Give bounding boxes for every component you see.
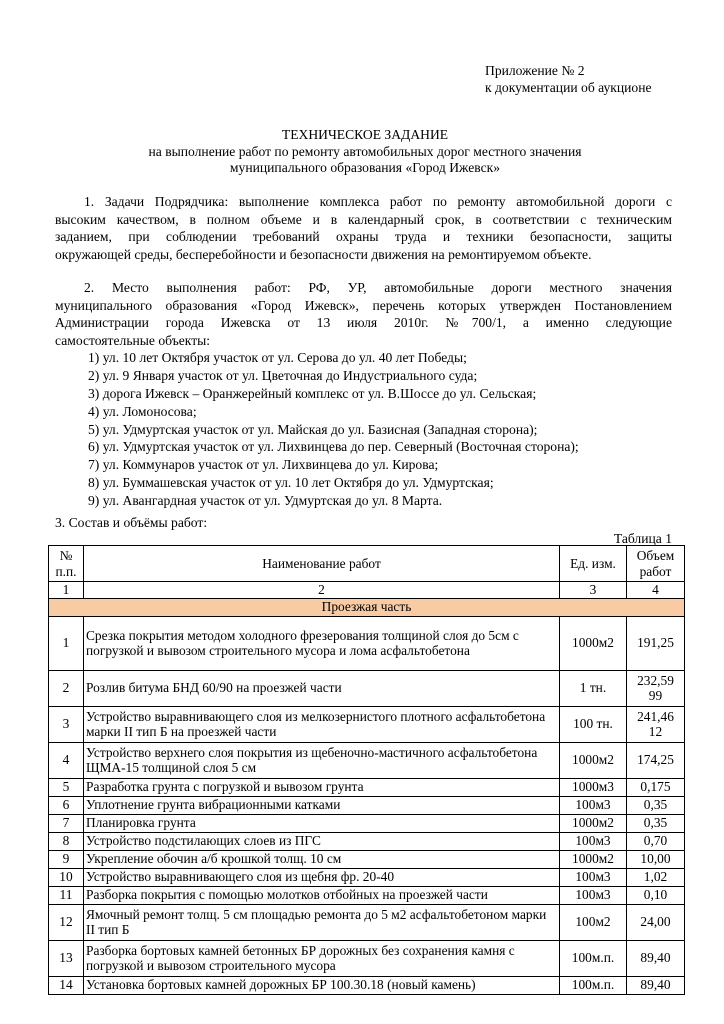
object-item: 8) ул. Буммашевская участок от ул. 10 лет Октября до ул. Удмуртская; bbox=[88, 475, 494, 491]
row-number: 13 bbox=[49, 940, 84, 976]
section-2-location bbox=[55, 279, 672, 349]
header-name: Наименование работ bbox=[84, 546, 560, 582]
row-number: 3 bbox=[49, 706, 84, 742]
table-row bbox=[49, 940, 685, 976]
row-volume: 0,35 bbox=[627, 814, 685, 832]
row-volume: 0,35 bbox=[627, 796, 685, 814]
table-row bbox=[49, 796, 685, 814]
row-volume: 0,10 bbox=[627, 886, 685, 904]
table-row bbox=[49, 814, 685, 832]
appendix-doc: к документации об аукционе bbox=[485, 80, 652, 95]
row-unit: 1000м3 bbox=[560, 778, 627, 796]
row-unit: 100м.п. bbox=[560, 940, 627, 976]
row-unit: 1000м2 bbox=[560, 616, 627, 670]
header-unit: Ед. изм. bbox=[560, 546, 627, 582]
row-name: Планировка грунта bbox=[84, 814, 560, 832]
table-row bbox=[49, 832, 685, 850]
appendix-reference bbox=[485, 62, 652, 96]
table-row bbox=[49, 616, 685, 670]
row-unit: 100 тн. bbox=[560, 706, 627, 742]
section-2-line: Администрации города Ижевска от 13 июля 2010г. №700/1, а именно следующие bbox=[55, 315, 672, 331]
object-item: 7) ул. Коммунаров участок от ул. Лихвинцева до ул. Кирова; bbox=[88, 457, 439, 473]
table-row bbox=[49, 904, 685, 940]
row-name: Устройство верхнего слоя покрытия из щебеночно-мастичного асфальтобетона ЩМА-15 толщиной слоя 5 см bbox=[84, 742, 560, 778]
row-unit: 100м.п. bbox=[560, 976, 627, 994]
row-volume: 232,59 99 bbox=[627, 670, 685, 706]
row-name: Установка бортовых камней дорожных БР 100.30.18 (новый камень) bbox=[84, 976, 560, 994]
row-number: 10 bbox=[49, 868, 84, 886]
section-2-line: муниципального образования «Город Ижевск», перечень которых утвержден Постановлением bbox=[55, 297, 672, 313]
row-unit: 100м3 bbox=[560, 796, 627, 814]
document-title bbox=[40, 127, 690, 177]
row-number: 9 bbox=[49, 850, 84, 868]
object-item: 3) дорога Ижевск – Оранжерейный комплекс от ул. В.Шоссе до ул. Сельская; bbox=[88, 385, 537, 401]
object-item: 6) ул. Удмуртская участок от ул. Лихвинцева до пер. Северный (Восточная сторона); bbox=[88, 439, 579, 455]
row-volume: 174,25 bbox=[627, 742, 685, 778]
row-number: 1 bbox=[49, 616, 84, 670]
row-number: 4 bbox=[49, 742, 84, 778]
row-volume: 1,02 bbox=[627, 868, 685, 886]
section-1-tasks bbox=[55, 193, 672, 263]
row-number: 12 bbox=[49, 904, 84, 940]
row-volume: 241,46 12 bbox=[627, 706, 685, 742]
table-section-row bbox=[49, 598, 685, 616]
section-1-line: окружающей среды, бесперебойности и безопасности движения на ремонтируемом объекте. bbox=[55, 246, 592, 262]
row-unit: 100м3 bbox=[560, 868, 627, 886]
object-item: 4) ул. Ломоносова; bbox=[88, 403, 197, 419]
title-heading: ТЕХНИЧЕСКОЕ ЗАДАНИЕ bbox=[281, 127, 449, 142]
table-row bbox=[49, 706, 685, 742]
object-item: 1) ул. 10 лет Октября участок от ул. Серова до ул. 40 лет Победы; bbox=[88, 350, 467, 365]
table-header-row bbox=[49, 546, 685, 582]
object-item: 9) ул. Авангардная участок от ул. Удмуртская до ул. 8 Марта. bbox=[88, 493, 443, 509]
row-name: Разработка грунта с погрузкой и вывозом грунта bbox=[84, 778, 560, 796]
title-municipality: муниципального образования «Город Ижевск» bbox=[229, 160, 501, 175]
row-volume: 0,175 bbox=[627, 778, 685, 796]
column-number: 3 bbox=[560, 582, 627, 599]
works-table bbox=[48, 545, 685, 995]
row-name: Розлив битума БНД 60/90 на проезжей части bbox=[84, 670, 560, 706]
section-2-line: самостоятельные объекты: bbox=[55, 332, 211, 348]
row-number: 11 bbox=[49, 886, 84, 904]
table-row bbox=[49, 778, 685, 796]
objects-list bbox=[88, 349, 579, 510]
row-name: Разборка покрытия с помощью молотков отбойных на проезжей части bbox=[84, 886, 560, 904]
section-1-line: заданием, при соблюдении требований охраны труда и техники безопасности, защиты bbox=[55, 229, 672, 245]
row-unit: 100м2 bbox=[560, 904, 627, 940]
table-row bbox=[49, 742, 685, 778]
row-volume: 24,00 bbox=[627, 904, 685, 940]
row-name: Уплотнение грунта вибрационными катками bbox=[84, 796, 560, 814]
row-number: 6 bbox=[49, 796, 84, 814]
row-number: 5 bbox=[49, 778, 84, 796]
section-1-line: высоким качеством, в полном объеме и в календарный срок, в соответствии с техническим bbox=[55, 211, 672, 227]
column-number: 2 bbox=[84, 582, 560, 599]
table-row bbox=[49, 850, 685, 868]
row-unit: 100м3 bbox=[560, 886, 627, 904]
section-2-line: 2. Место выполнения работ: РФ, УР, автомобильные дороги местного значения bbox=[84, 280, 672, 295]
object-item: 5) ул. Удмуртская участок от ул. Майская до ул. Базисная (Западная сторона); bbox=[88, 421, 538, 437]
appendix-number: Приложение № 2 bbox=[485, 63, 585, 78]
row-name: Устройство подстилающих слоев из ПГС bbox=[84, 832, 560, 850]
row-unit: 1000м2 bbox=[560, 850, 627, 868]
row-unit: 100м3 bbox=[560, 832, 627, 850]
row-number: 7 bbox=[49, 814, 84, 832]
row-name: Срезка покрытия методом холодного фрезерования толщиной слоя до 5см с погрузкой и вывозом строительного мусора и лома асфальтобетона bbox=[84, 616, 560, 670]
row-volume: 89,40 bbox=[627, 976, 685, 994]
table-caption: Таблица 1 bbox=[613, 531, 672, 546]
column-number: 1 bbox=[49, 582, 84, 599]
row-number: 14 bbox=[49, 976, 84, 994]
table-row bbox=[49, 976, 685, 994]
section-1-line: 1. Задачи Подрядчика: выполнение комплекса работ по ремонту автомобильной дороги с bbox=[84, 194, 672, 209]
row-volume: 10,00 bbox=[627, 850, 685, 868]
row-name: Устройство выравнивающего слоя из щебня фр. 20-40 bbox=[84, 868, 560, 886]
table-row bbox=[49, 868, 685, 886]
header-num: № п.п. bbox=[49, 546, 84, 582]
section-3-heading: 3. Состав и объёмы работ: bbox=[55, 515, 208, 530]
header-volume: Объем работ bbox=[627, 546, 685, 582]
row-volume: 191,25 bbox=[627, 616, 685, 670]
row-volume: 0,70 bbox=[627, 832, 685, 850]
column-number: 4 bbox=[627, 582, 685, 599]
row-name: Укрепление обочин а/б крошкой толщ. 10 см bbox=[84, 850, 560, 868]
row-name: Устройство выравнивающего слоя из мелкозернистого плотного асфальтобетона марки II тип Б на проезжей части bbox=[84, 706, 560, 742]
object-item: 2) ул. 9 Января участок от ул. Цветочная до Индустриального суда; bbox=[88, 367, 478, 383]
row-unit: 1 тн. bbox=[560, 670, 627, 706]
column-numbers-row bbox=[49, 582, 685, 599]
title-subject: на выполнение работ по ремонту автомобильных дорог местного значения bbox=[148, 143, 582, 159]
row-volume: 89,40 bbox=[627, 940, 685, 976]
section-title: Проезжая часть bbox=[49, 598, 685, 616]
table-row bbox=[49, 886, 685, 904]
row-unit: 1000м2 bbox=[560, 814, 627, 832]
row-number: 8 bbox=[49, 832, 84, 850]
row-number: 2 bbox=[49, 670, 84, 706]
table-row bbox=[49, 670, 685, 706]
row-name: Разборка бортовых камней бетонных БР дорожных без сохранения камня с погрузкой и вывозом строительного мусора bbox=[84, 940, 560, 976]
row-name: Ямочный ремонт толщ. 5 см площадью ремонта до 5 м2 асфальтобетоном марки II тип Б bbox=[84, 904, 560, 940]
row-unit: 1000м2 bbox=[560, 742, 627, 778]
